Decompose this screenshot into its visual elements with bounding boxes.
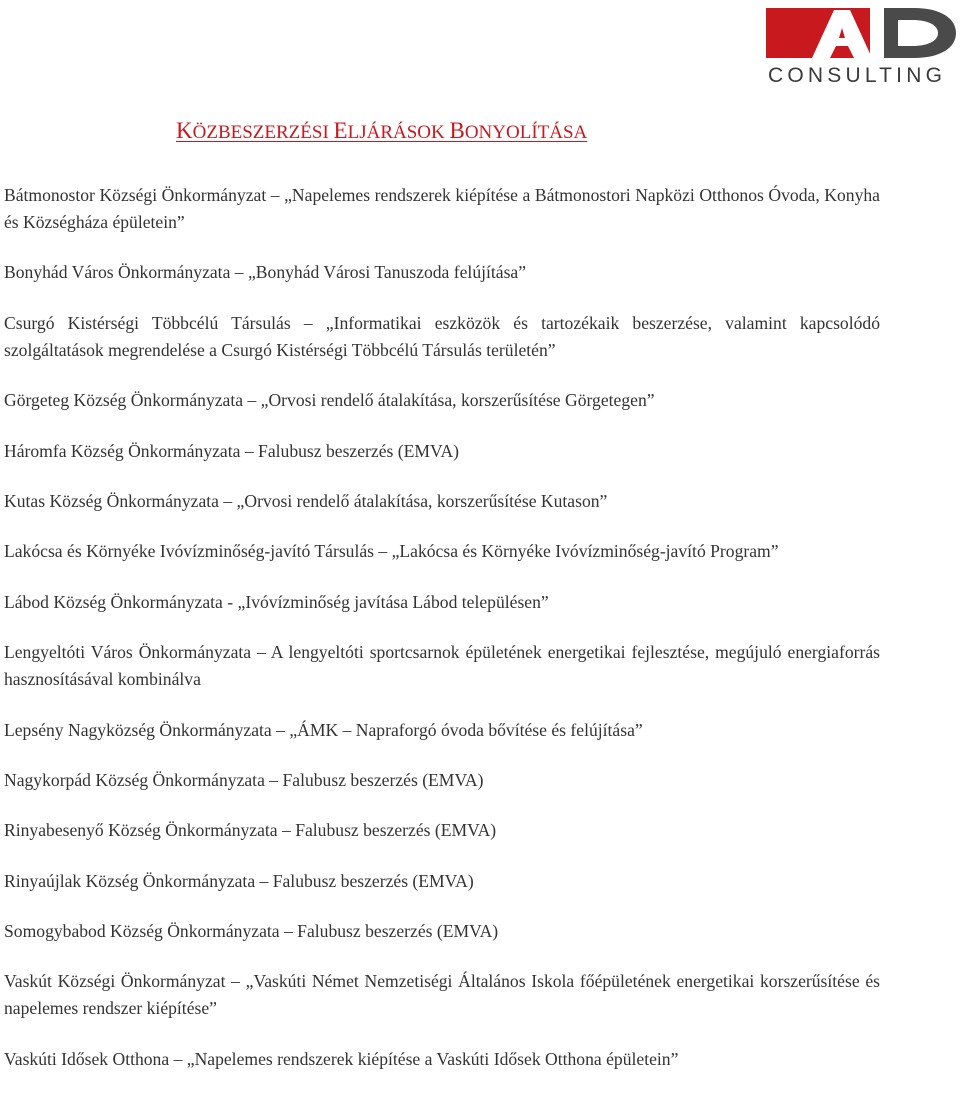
title-part1-cap: K [176, 118, 193, 143]
company-logo [764, 6, 960, 88]
page-title [176, 118, 587, 144]
list-item: Háromfa Község Önkormányzata – Falubusz beszerzés (EMVA) [4, 440, 460, 461]
list-item: Lakócsa és Környéke Ivóvízminőség-javító Társulás – „Lakócsa és Környéke Ivóvízminőség-javító Program” [4, 541, 779, 562]
list-item: Lepsény Nagyközség Önkormányzata – „ÁMK – Napraforgó óvoda bővítése és felújítása” [4, 719, 643, 740]
procurement-list [4, 182, 880, 1096]
list-item: Lengyeltóti Város Önkormányzata – A lengyeltóti sportcsarnok épületének energetikai fejlesztése, megújuló energiaforrás hasznosításával kombinálva [4, 642, 880, 690]
title-part3-rest: ONYOLÍTÁSA [464, 122, 588, 143]
list-item: Somogybabod Község Önkormányzata – Falubusz beszerzés (EMVA) [4, 921, 499, 942]
list-item: Kutas Község Önkormányzata – „Orvosi rendelő átalakítása, korszerűsítése Kutason” [4, 490, 608, 511]
list-item: Nagykorpád Község Önkormányzata – Falubusz beszerzés (EMVA) [4, 769, 484, 790]
list-item: Rinyabesenyő Község Önkormányzata – Falubusz beszerzés (EMVA) [4, 820, 497, 841]
list-item: Bonyhád Város Önkormányzata – „Bonyhád Városi Tanuszoda felújítása” [4, 262, 527, 283]
title-part1-rest: ÖZBESZERZÉSI [192, 122, 334, 143]
title-part3-cap: B [449, 118, 465, 143]
list-item: Rinyaújlak Község Önkormányzata – Falubusz beszerzés (EMVA) [4, 870, 474, 891]
list-item: Csurgó Kistérségi Többcélú Társulás – „Informatikai eszközök és tartozékaik beszerzése, valamint kapcsolódó szolgáltatások megrendelése a Csurgó Kistérségi Többcélú Társulás területén” [4, 312, 880, 360]
list-item: Vaskút Községi Önkormányzat – „Vaskúti Német Nemzetiségi Általános Iskola főépületének energetikai korszerűsítése és napelemes rendszer kiépítése” [4, 971, 880, 1019]
list-item: Bátmonostor Községi Önkormányzat – „Napelemes rendszerek kiépítése a Bátmonostori Napközi Otthonos Óvoda, Konyha és Községháza épületein” [4, 185, 880, 232]
list-item: Lábod Község Önkormányzata - „Ivóvízminőség javítása Lábod településen” [4, 591, 549, 612]
title-part2-cap: E [333, 118, 348, 143]
logo-wordmark: CONSULTING [768, 64, 947, 87]
title-part2-rest: LJÁRÁSOK [347, 122, 450, 143]
ad-logo-mark [764, 6, 960, 62]
list-item: Görgeteg Község Önkormányzata – „Orvosi rendelő átalakítása, korszerűsítése Görgetegen” [4, 390, 655, 411]
list-item: Vaskúti Idősek Otthona – „Napelemes rendszerek kiépítése a Vaskúti Idősek Otthona épületein” [4, 1048, 679, 1069]
